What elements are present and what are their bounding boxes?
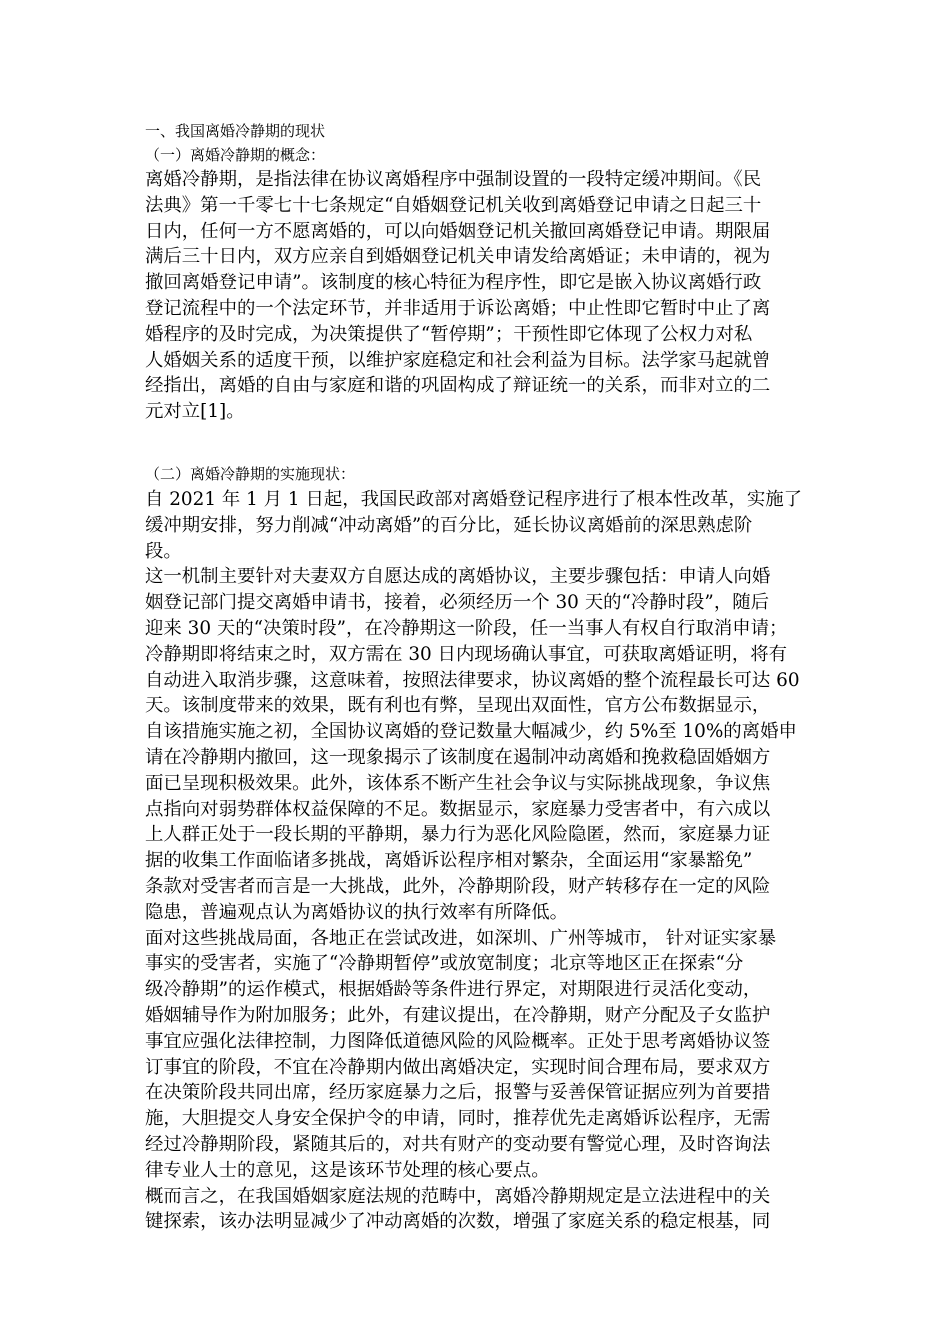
- implementation-text-line: 这一机制主要针对夫妻双方自愿达成的离婚协议，主要步骤包括：申请人向婚: [145, 566, 771, 588]
- implementation-text-line: 婚姻辅导作为附加服务；此外，有建议提出，在冷静期，财产分配及子女监护: [145, 1004, 771, 1026]
- implementation-text-line: 施，大胆提交人身安全保护令的申请，同时，推荐优先走离婚诉讼程序，无需: [145, 1108, 771, 1130]
- concept-text-line: 元对立[1]。: [145, 401, 245, 423]
- implementation-text-line: 订事宜的阶段，不宜在冷静期内做出离婚决定，实现时间合理布局，要求双方: [145, 1056, 771, 1078]
- section-heading: 一、我国离婚冷静期的现状: [145, 122, 326, 140]
- implementation-text-line: 迎来 30 天的“决策时段”，在冷静期这一阶段，任一当事人有权自行取消申请；: [145, 617, 788, 639]
- implementation-text-line: 段。: [145, 540, 182, 562]
- concept-text-line: 离婚冷静期，是指法律在协议离婚程序中强制设置的一段特定缓冲期间。《民: [145, 169, 762, 190]
- paragraph-implementation: [145, 487, 815, 1235]
- implementation-text-line: 概而言之，在我国婚姻家庭法规的范畴中，离婚冷静期规定是立法进程中的关: [145, 1185, 771, 1207]
- implementation-text-line: 事宜应强化法律控制，力图降低道德风险的风险概率。正处于思考离婚协议签: [145, 1030, 771, 1052]
- implementation-text-line: 缓冲期安排，努力削减“冲动离婚”的百分比，延长协议离婚前的深思熟虑阶: [145, 514, 753, 536]
- concept-text-line: 婚程序的及时完成，为决策提供了“暂停期”；干预性即它体现了公权力对私: [145, 323, 753, 345]
- implementation-text-line: 在决策阶段共同出席，经历家庭暴力之后，报警与妥善保管证据应列为首要措: [145, 1082, 771, 1104]
- implementation-text-line: 律专业人士的意见，这是该环节处理的核心要点。: [145, 1159, 550, 1181]
- implementation-text-line: 冷静期即将结束之时，双方需在 30 日内现场确认事宜，可获取离婚证明，将有: [145, 643, 787, 665]
- implementation-text-line: 姻登记部门提交离婚申请书，接着，必须经历一个 30 天的“冷静时段”，随后: [145, 592, 770, 614]
- implementation-text-line: 据的收集工作面临诸多挑战，离婚诉讼程序相对繁杂，全面运用“家暴豁免”: [145, 850, 753, 872]
- concept-text-line: 满后三十日内，双方应亲自到婚姻登记机关申请发给离婚证；未申请的，视为: [145, 246, 771, 268]
- concept-text-line: 法典》第一千零七十七条规定“自婚姻登记机关收到离婚登记申请之日起三十: [145, 194, 762, 216]
- implementation-text-line: 键探索，该办法明显减少了冲动离婚的次数，增强了家庭关系的稳定根基，同: [145, 1211, 771, 1233]
- subsection-heading-implementation: （二）离婚冷静期的实施现状：: [145, 465, 356, 483]
- concept-text-line: 撤回离婚登记申请”。该制度的核心特征为程序性，即它是嵌入协议离婚行政: [145, 272, 762, 294]
- implementation-text-line: 面对这些挑战局面，各地正在尝试改进，如深圳、广州等城市， 针对证实家暴: [145, 927, 777, 949]
- concept-text-line: 经指出，离婚的自由与家庭和谐的巩固构成了辩证统一的关系，而非对立的二: [145, 375, 771, 397]
- paragraph-concept: [145, 167, 815, 425]
- implementation-text-line: 自动进入取消步骤，这意味着，按照法律要求，协议离婚的整个流程最长可达 60: [145, 669, 800, 691]
- implementation-text-line: 经过冷静期阶段，紧随其后的，对共有财产的变动要有警觉心理，及时咨询法: [145, 1133, 771, 1155]
- implementation-text-line: 点指向对弱势群体权益保障的不足。数据显示，家庭暴力受害者中，有六成以: [145, 798, 771, 820]
- implementation-text-line: 级冷静期”的运作模式，根据婚龄等条件进行界定，对期限进行灵活化变动，: [145, 979, 762, 1001]
- concept-text-line: 人婚姻关系的适度干预，以维护家庭稳定和社会利益为目标。法学家马起就曾: [145, 349, 771, 371]
- implementation-text-line: 自 2021 年 1 月 1 日起，我国民政部对离婚登记程序进行了根本性改革，实施了: [145, 489, 802, 510]
- subsection-heading-concept: （一）离婚冷静期的概念：: [145, 146, 326, 164]
- implementation-text-line: 自该措施实施之初，全国协议离婚的登记数量大幅减少，约 5%至 10%的离婚申: [145, 721, 797, 743]
- implementation-text-line: 条款对受害者而言是一大挑战，此外，冷静期阶段，财产转移存在一定的风险: [145, 875, 771, 897]
- implementation-text-line: 请在冷静期内撤回，这一现象揭示了该制度在遏制冲动离婚和挽救稳固婚姻方: [145, 746, 771, 768]
- implementation-text-line: 事实的受害者，实施了“冷静期暂停”或放宽制度；北京等地区正在探索“分: [145, 953, 744, 975]
- concept-text-line: 登记流程中的一个法定环节，并非适用于诉讼离婚；中止性即它暂时中止了离: [145, 297, 771, 319]
- implementation-text-line: 面已呈现积极效果。此外，该体系不断产生社会争议与实际挑战现象，争议焦: [145, 772, 771, 794]
- implementation-text-line: 隐患，普遍观点认为离婚协议的执行效率有所降低。: [145, 901, 568, 923]
- implementation-text-line: 天。该制度带来的效果，既有利也有弊，呈现出双面性，官方公布数据显示，: [145, 695, 771, 717]
- concept-text-line: 日内，任何一方不愿离婚的，可以向婚姻登记机关撤回离婚登记申请。期限届: [145, 220, 771, 242]
- implementation-text-line: 上人群正处于一段长期的平静期，暴力行为恶化风险隐匿，然而，家庭暴力证: [145, 824, 771, 846]
